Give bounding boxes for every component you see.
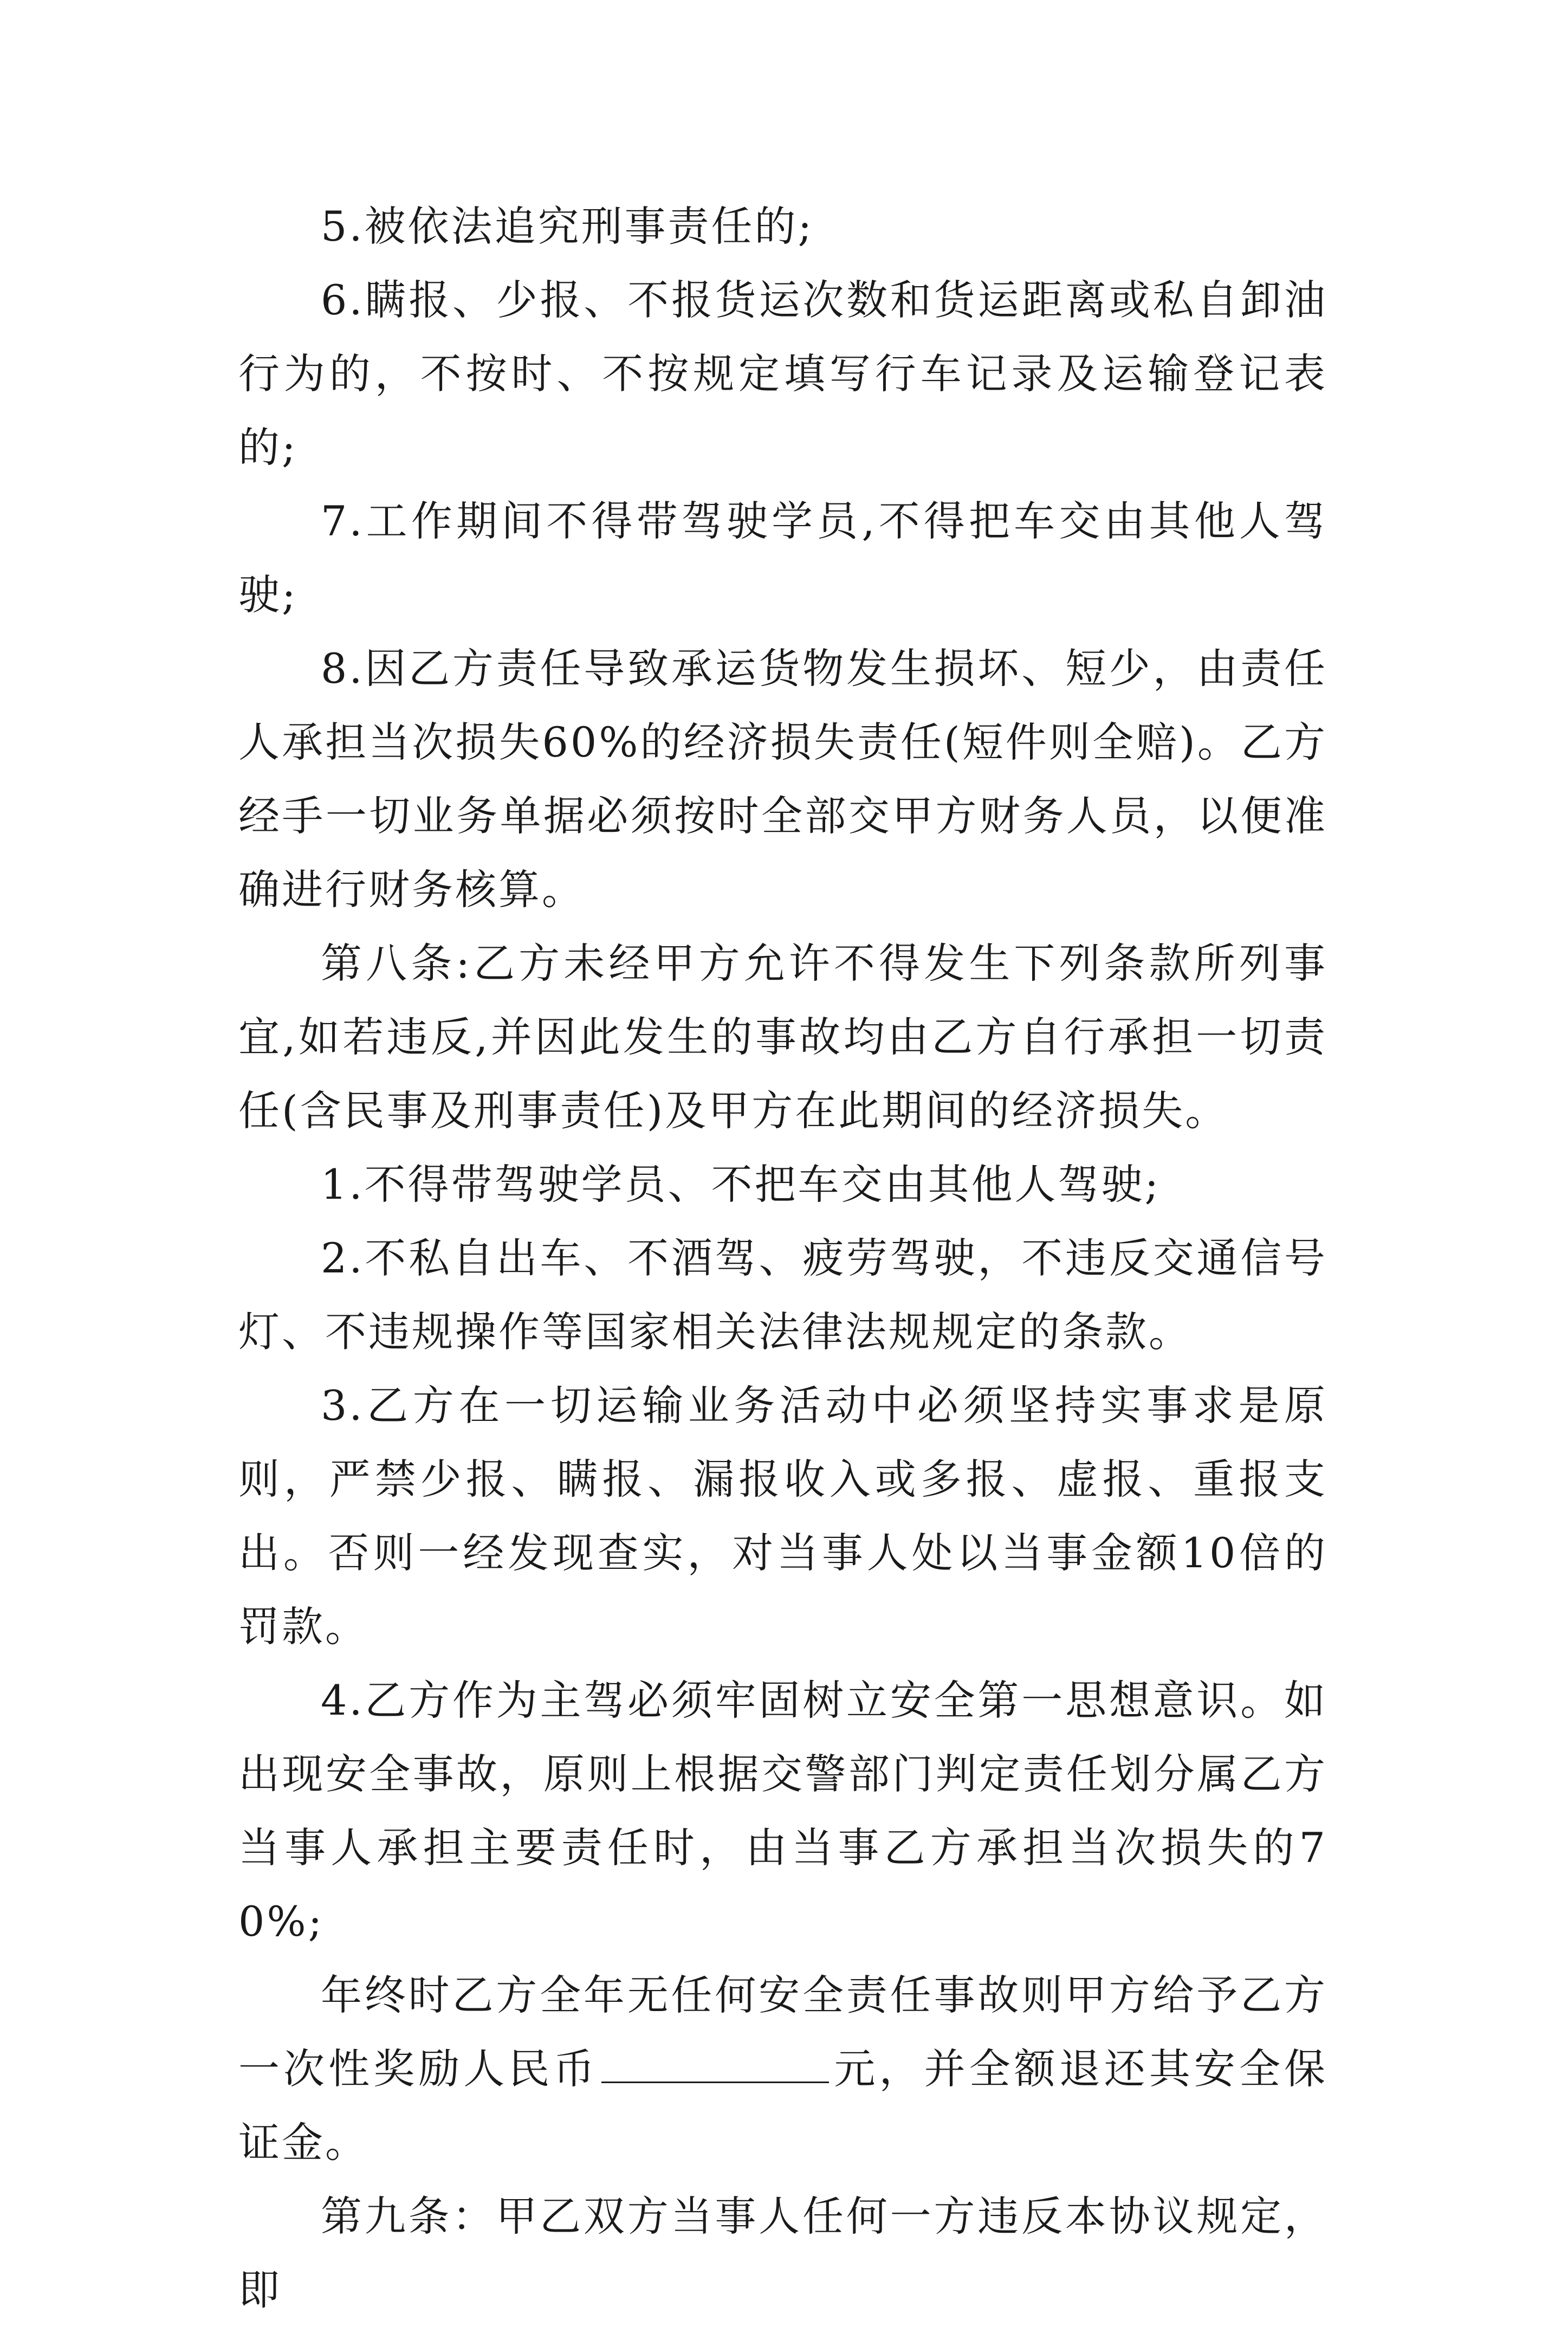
article-8-item-1: 1.不得带驾驶学员、不把车交由其他人驾驶; [321,1160,1161,1208]
article-8-item-3: 3.乙方在一切运输业务活动中必须坚持实事求是原则，严禁少报、瞒报、漏报收入或多报、虚报、重报支出。否则一经发现查实，对当事人处以当事金额10倍的罚款。 [238,1381,1327,1651]
article-8-item-2: 2.不私自出车、不酒驾、疲劳驾驶，不违反交通信号灯、不违规操作等国家相关法律法规规定的条款。 [238,1234,1327,1356]
amount-blank [601,2044,829,2083]
document-body [238,190,1327,2327]
article-9: 第九条：甲乙双方当事人任何一方违反本协议规定，即 [238,2192,1327,2314]
reward-text-after: 元，并全额退还其安全保证金。 [238,2045,1328,2167]
article-8: 第八条:乙方未经甲方允许不得发生下列条款所列事宜,如若违反,并因此发生的事故均由乙方自行承担一切责任(含民事及刑事责任)及甲方在此期间的经济损失。 [238,939,1327,1135]
clause-item-6: 6.瞒报、少报、不报货运次数和货运距离或私自卸油行为的，不按时、不按规定填写行车记录及运输登记表的; [238,276,1327,471]
reward-text-before: 年终时乙方全年无任何安全责任事故则甲方给予乙方一次性奖励人民币 [238,1971,1327,2093]
article-8-item-4: 4.乙方作为主驾必须牢固树立安全第一思想意识。如出现安全事故，原则上根据交警部门判定责任划分属乙方当事人承担主要责任时，由当事乙方承担当次损失的70%; [238,1676,1327,1945]
reward-clause [238,1958,1327,2180]
clause-item-8: 8.因乙方责任导致承运货物发生损坏、短少，由责任人承担当次损失60%的经济损失责任(短件则全赔)。乙方经手一切业务单据必须按时全部交甲方财务人员，以便准确进行财务核算。 [238,644,1327,914]
clause-item-5: 5.被依法追究刑事责任的; [321,202,814,250]
clause-item-7: 7.工作期间不得带驾驶学员,不得把车交由其他人驾驶; [238,497,1327,619]
